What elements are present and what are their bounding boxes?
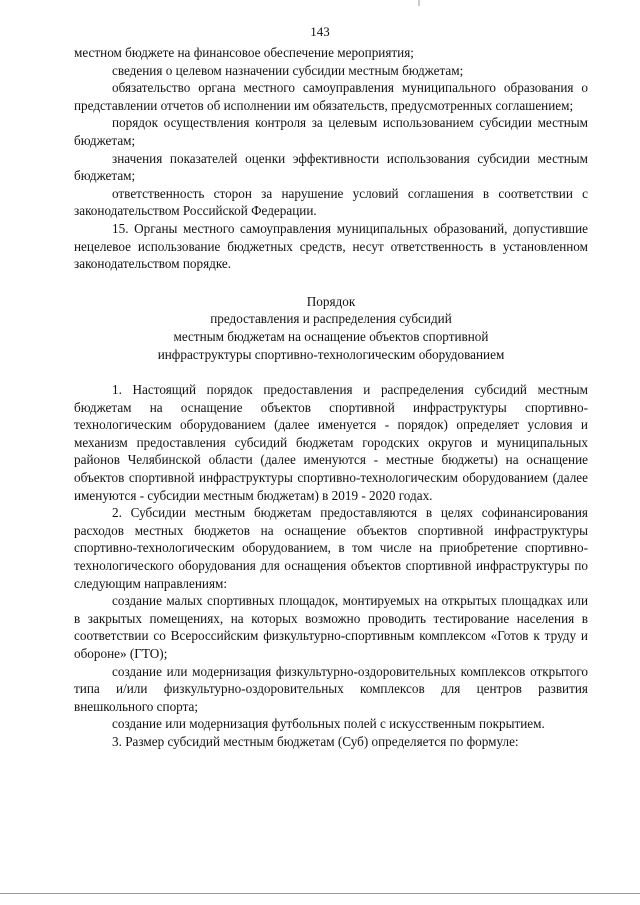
title-line: местным бюджетам на оснащение объектов спортивной <box>173 328 489 344</box>
scan-mark <box>418 0 420 6</box>
paragraph: местном бюджете на финансовое обеспечение мероприятия; <box>74 45 414 60</box>
paragraph: обязательство органа местного самоуправления муниципального образования о представлении отчетов об исполнении им обязательств, предусмотренных соглашением; <box>74 80 588 113</box>
page-number: 143 <box>310 24 330 39</box>
paragraph: создание или модернизация физкультурно-оздоровительных комплексов открытого типа и/или физкультурно-оздоровительных комплексов для центров развития внешкольного спорта; <box>74 663 588 714</box>
title-line: предоставления и распределения субсидий <box>210 311 452 327</box>
paragraph: создание или модернизация футбольных полей с искусственным покрытием. <box>112 716 545 732</box>
paragraph: 2. Субсидии местным бюджетам предоставляются в целях софинансирования расходов местных бюджетов на оснащение объектов спортивной инфраструктуры спортивно-технологическим оборудованием, в том числе на приобретение спортивно-технологического оборудования для оснащения объектов спортивной инфраструктуры по следующим направлениям: <box>74 505 588 591</box>
paragraph: 1. Настоящий порядок предоставления и распределения субсидий местным бюджетам на оснащение объектов спортивной инфраструктуры спортивно-технологическим оборудованием (далее именуется - порядок) определяет условия и механизм предоставления субсидий бюджетам городских округов и муниципальных районов Челябинской области (далее именуются - местные бюджеты) на оснащение объектов спортивной инфраструктуры спортивно-технологическим оборудованием (далее именуются - субсидии местным бюджетам) в 2019 - 2020 годах. <box>74 382 588 503</box>
section-title <box>74 293 588 363</box>
paragraph: 3. Размер субсидий местным бюджетам (Суб) определяется по формуле: <box>112 733 519 749</box>
paragraph: создание малых спортивных площадок, монтируемых на открытых площадках или в закрытых помещениях, на которых возможно проводить тестирование населения в соответствии со Всероссийским физкультурно-спортивным комплексом «Готов к труду и обороне» (ГТО); <box>74 593 588 661</box>
paragraph: 15. Органы местного самоуправления муниципальных образований, допустившие нецелевое использование бюджетных средств, несут ответственность в установленном законодательством порядке. <box>74 220 588 272</box>
title-line: инфраструктуры спортивно-технологическим оборудованием <box>157 346 505 362</box>
paragraph: сведения о целевом назначении субсидии местным бюджетам; <box>112 62 464 78</box>
paragraph: порядок осуществления контроля за целевым использованием субсидии местным бюджетам; <box>74 115 588 148</box>
paragraph: ответственность сторон за нарушение условий соглашения в соответствии с законодательством Российской Федерации. <box>74 185 588 219</box>
title-line: Порядок <box>306 293 356 309</box>
paragraph: значения показателей оценки эффективности использования субсидии местным бюджетам; <box>74 150 588 184</box>
document-body <box>74 44 588 751</box>
page-bottom-edge <box>0 893 640 894</box>
